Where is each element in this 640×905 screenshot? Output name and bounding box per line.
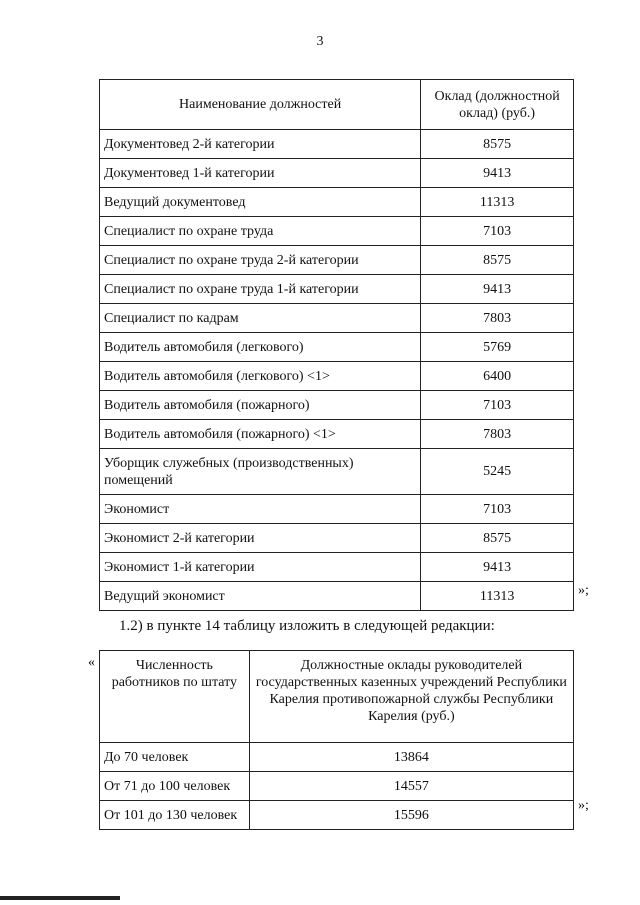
- salary-cell: 7103: [421, 495, 574, 524]
- amendment-paragraph: 1.2) в пункте 14 таблицу изложить в следующей редакции:: [119, 618, 495, 634]
- headcount-cell: От 101 до 130 человек: [100, 801, 250, 830]
- headcount-cell: До 70 человек: [100, 743, 250, 772]
- salary-cell: 9413: [421, 553, 574, 582]
- position-cell: Уборщик служебных (производственных) помещений: [100, 449, 421, 495]
- salary-cell: 7803: [421, 304, 574, 333]
- table-header-row: [100, 80, 574, 130]
- closing-quote-mark: »;: [578, 583, 589, 598]
- position-cell: Специалист по охране труда: [100, 217, 421, 246]
- position-cell: Документовед 2-й категории: [100, 130, 421, 159]
- table-row: [100, 188, 574, 217]
- scan-edge-mark: [0, 896, 120, 900]
- position-cell: Экономист 1-й категории: [100, 553, 421, 582]
- position-cell: Документовед 1-й категории: [100, 159, 421, 188]
- table-row: [100, 333, 574, 362]
- position-cell: Водитель автомобиля (легкового) <1>: [100, 362, 421, 391]
- position-cell: Ведущий документовед: [100, 188, 421, 217]
- table-row: [100, 362, 574, 391]
- table-row: [100, 449, 574, 495]
- table-header-row: [100, 651, 574, 743]
- salary-cell: 8575: [421, 246, 574, 275]
- salary-cell: 7803: [421, 420, 574, 449]
- salary-cell: 11313: [421, 188, 574, 217]
- salary-cell: 5769: [421, 333, 574, 362]
- closing-quote-mark: »;: [578, 798, 589, 813]
- table-row: [100, 524, 574, 553]
- salary-cell: 7103: [421, 217, 574, 246]
- table-row: [100, 217, 574, 246]
- salary-cell: 11313: [421, 582, 574, 611]
- position-cell: Водитель автомобиля (пожарного): [100, 391, 421, 420]
- header-position: Наименование должностей: [100, 80, 421, 130]
- salary-cell: 9413: [421, 159, 574, 188]
- salary-cell: 15596: [249, 801, 573, 830]
- table-row: [100, 743, 574, 772]
- position-cell: Водитель автомобиля (легкового): [100, 333, 421, 362]
- salary-table-headcount: [99, 650, 574, 830]
- page-number: 3: [316, 34, 324, 49]
- position-cell: Специалист по кадрам: [100, 304, 421, 333]
- table-row: [100, 420, 574, 449]
- table-row: [100, 495, 574, 524]
- opening-quote-mark: «: [88, 655, 95, 670]
- table-row: [100, 159, 574, 188]
- table-row: [100, 275, 574, 304]
- table-row: [100, 246, 574, 275]
- salary-cell: 7103: [421, 391, 574, 420]
- table-row: [100, 391, 574, 420]
- header-salary: Оклад (должностной оклад) (руб.): [421, 80, 574, 130]
- salary-cell: 13864: [249, 743, 573, 772]
- position-cell: Водитель автомобиля (пожарного) <1>: [100, 420, 421, 449]
- table-row: [100, 772, 574, 801]
- salary-cell: 5245: [421, 449, 574, 495]
- position-cell: Специалист по охране труда 2-й категории: [100, 246, 421, 275]
- salary-table-positions: [99, 79, 574, 611]
- table-row: [100, 130, 574, 159]
- position-cell: Специалист по охране труда 1-й категории: [100, 275, 421, 304]
- header-headcount: Численность работников по штату: [100, 651, 250, 743]
- headcount-cell: От 71 до 100 человек: [100, 772, 250, 801]
- position-cell: Экономист: [100, 495, 421, 524]
- header-director-salary: Должностные оклады руководителей государственных казенных учреждений Республики Карелия противопожарной службы Республики Карелия (руб.): [249, 651, 573, 743]
- table-row: [100, 553, 574, 582]
- position-cell: Ведущий экономист: [100, 582, 421, 611]
- salary-cell: 14557: [249, 772, 573, 801]
- salary-cell: 6400: [421, 362, 574, 391]
- table-row: [100, 304, 574, 333]
- salary-cell: 8575: [421, 130, 574, 159]
- salary-cell: 8575: [421, 524, 574, 553]
- salary-cell: 9413: [421, 275, 574, 304]
- table-row: [100, 582, 574, 611]
- table-row: [100, 801, 574, 830]
- position-cell: Экономист 2-й категории: [100, 524, 421, 553]
